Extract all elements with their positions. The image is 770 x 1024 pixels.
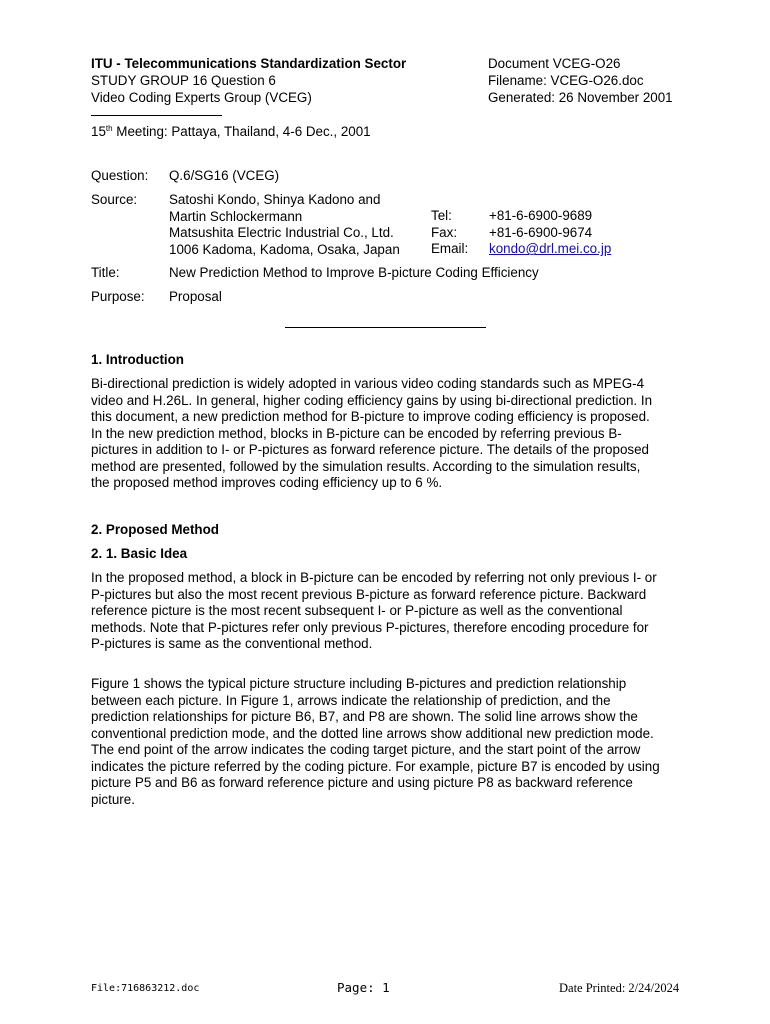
study-group: STUDY GROUP 16 Question 6 bbox=[91, 72, 276, 88]
source-line: 1006 Kadoma, Kadoma, Osaka, Japan bbox=[169, 241, 400, 257]
email-link[interactable]: kondo@drl.mei.co.jp bbox=[489, 241, 612, 257]
text-line: video and H.26L. In general, higher coding efficiency gains by using bi-directional prediction. In bbox=[91, 392, 653, 408]
purpose-value: Proposal bbox=[169, 289, 222, 304]
header-left bbox=[91, 56, 471, 106]
title-value: New Prediction Method to Improve B-picture Coding Efficiency bbox=[169, 265, 539, 280]
text-line: the proposed method improves coding efficiency up to 6 %. bbox=[91, 475, 443, 490]
meeting-number: 15 bbox=[91, 124, 106, 139]
document-id: Document VCEG-O26 bbox=[488, 56, 621, 71]
text-line: In the proposed method, a block in B-picture can be encoded by referring not only previous I- or bbox=[91, 570, 657, 585]
source-value bbox=[169, 192, 400, 258]
purpose-label: Purpose: bbox=[91, 289, 145, 304]
text-line: Figure 1 shows the typical picture structure including B-pictures and prediction relationship bbox=[91, 676, 627, 691]
text-line: P-pictures is same as the conventional method. bbox=[91, 636, 373, 651]
meeting-line bbox=[91, 121, 371, 141]
section-heading: 2. Proposed Method bbox=[91, 522, 219, 537]
source-line: Matsushita Electric Industrial Co., Ltd. bbox=[169, 225, 394, 241]
generated-date: Generated: 26 November 2001 bbox=[488, 89, 673, 105]
fax-value: +81-6-6900-9674 bbox=[489, 224, 593, 240]
question-label: Question: bbox=[91, 168, 149, 183]
footer-page-number: Page: 1 bbox=[337, 980, 390, 995]
text-line: conventional prediction mode, and the dotted line arrows show additional new prediction mode. bbox=[91, 725, 654, 741]
title-label: Title: bbox=[91, 265, 120, 280]
text-line: methods. Note that P-pictures refer only previous P-pictures, therefore encoding procedure for bbox=[91, 619, 649, 635]
email-label: Email: bbox=[431, 241, 469, 257]
source-label: Source: bbox=[91, 192, 138, 207]
meeting-suffix: th bbox=[105, 124, 113, 133]
source-line: Martin Schlockermann bbox=[169, 208, 303, 224]
tel-label: Tel: bbox=[431, 208, 452, 223]
text-line: Bi-directional prediction is widely adopted in various video coding standards such as MPEG-4 bbox=[91, 376, 645, 391]
header-rule bbox=[91, 115, 222, 116]
section-separator bbox=[285, 327, 486, 328]
text-line: method are presented, followed by the simulation results. According to the simulation results, bbox=[91, 458, 641, 474]
text-line: pictures in addition to I- or P-pictures as forward reference picture. The details of the proposed bbox=[91, 442, 649, 457]
org-name: ITU - Telecommunications Standardization Sector bbox=[91, 56, 407, 71]
text-line: this document, a new prediction method for B-picture to improve coding efficiency is proposed. bbox=[91, 409, 650, 424]
filename: Filename: VCEG-O26.doc bbox=[488, 72, 644, 88]
intro-paragraph bbox=[91, 376, 691, 492]
question-value: Q.6/SG16 (VCEG) bbox=[169, 168, 280, 183]
tel-value: +81-6-6900-9689 bbox=[489, 208, 593, 223]
text-line: reference picture is the most recent subsequent I- or P-picture as well as the conventional bbox=[91, 603, 623, 618]
group-name: Video Coding Experts Group (VCEG) bbox=[91, 89, 312, 105]
footer-filename: File:716863212.doc bbox=[91, 983, 200, 994]
subsection-heading: 2. 1. Basic Idea bbox=[91, 546, 188, 561]
text-line: The end point of the arrow indicates the coding target picture, and the start point of the arrow bbox=[91, 742, 641, 757]
basic-idea-paragraph bbox=[91, 570, 691, 653]
text-line: between each picture. In Figure 1, arrows indicate the relationship of prediction, and the bbox=[91, 692, 611, 708]
meeting-text: Meeting: Pattaya, Thailand, 4-6 Dec., 2001 bbox=[112, 124, 371, 139]
header-right bbox=[488, 56, 748, 106]
fax-label: Fax: bbox=[431, 224, 458, 240]
text-line: P-pictures but also the most recent previous B-picture as forward reference picture. Backward bbox=[91, 586, 647, 602]
text-line: In the new prediction method, blocks in B-picture can be encoded by referring previous B- bbox=[91, 425, 622, 441]
figure-description-paragraph bbox=[91, 676, 691, 808]
text-line: picture. bbox=[91, 791, 135, 807]
section-heading: 1. Introduction bbox=[91, 352, 184, 367]
text-line: indicates the picture referred by the coding picture. For example, picture B7 is encoded by using bbox=[91, 758, 660, 774]
text-line: prediction relationships for picture B6, B7, and P8 are shown. The solid line arrows show the bbox=[91, 709, 638, 724]
text-line: picture P5 and B6 as forward reference picture and using picture P8 as backward reference bbox=[91, 775, 633, 790]
footer-date-printed: Date Printed: 2/24/2024 bbox=[559, 981, 680, 995]
source-line: Satoshi Kondo, Shinya Kadono and bbox=[169, 192, 381, 207]
